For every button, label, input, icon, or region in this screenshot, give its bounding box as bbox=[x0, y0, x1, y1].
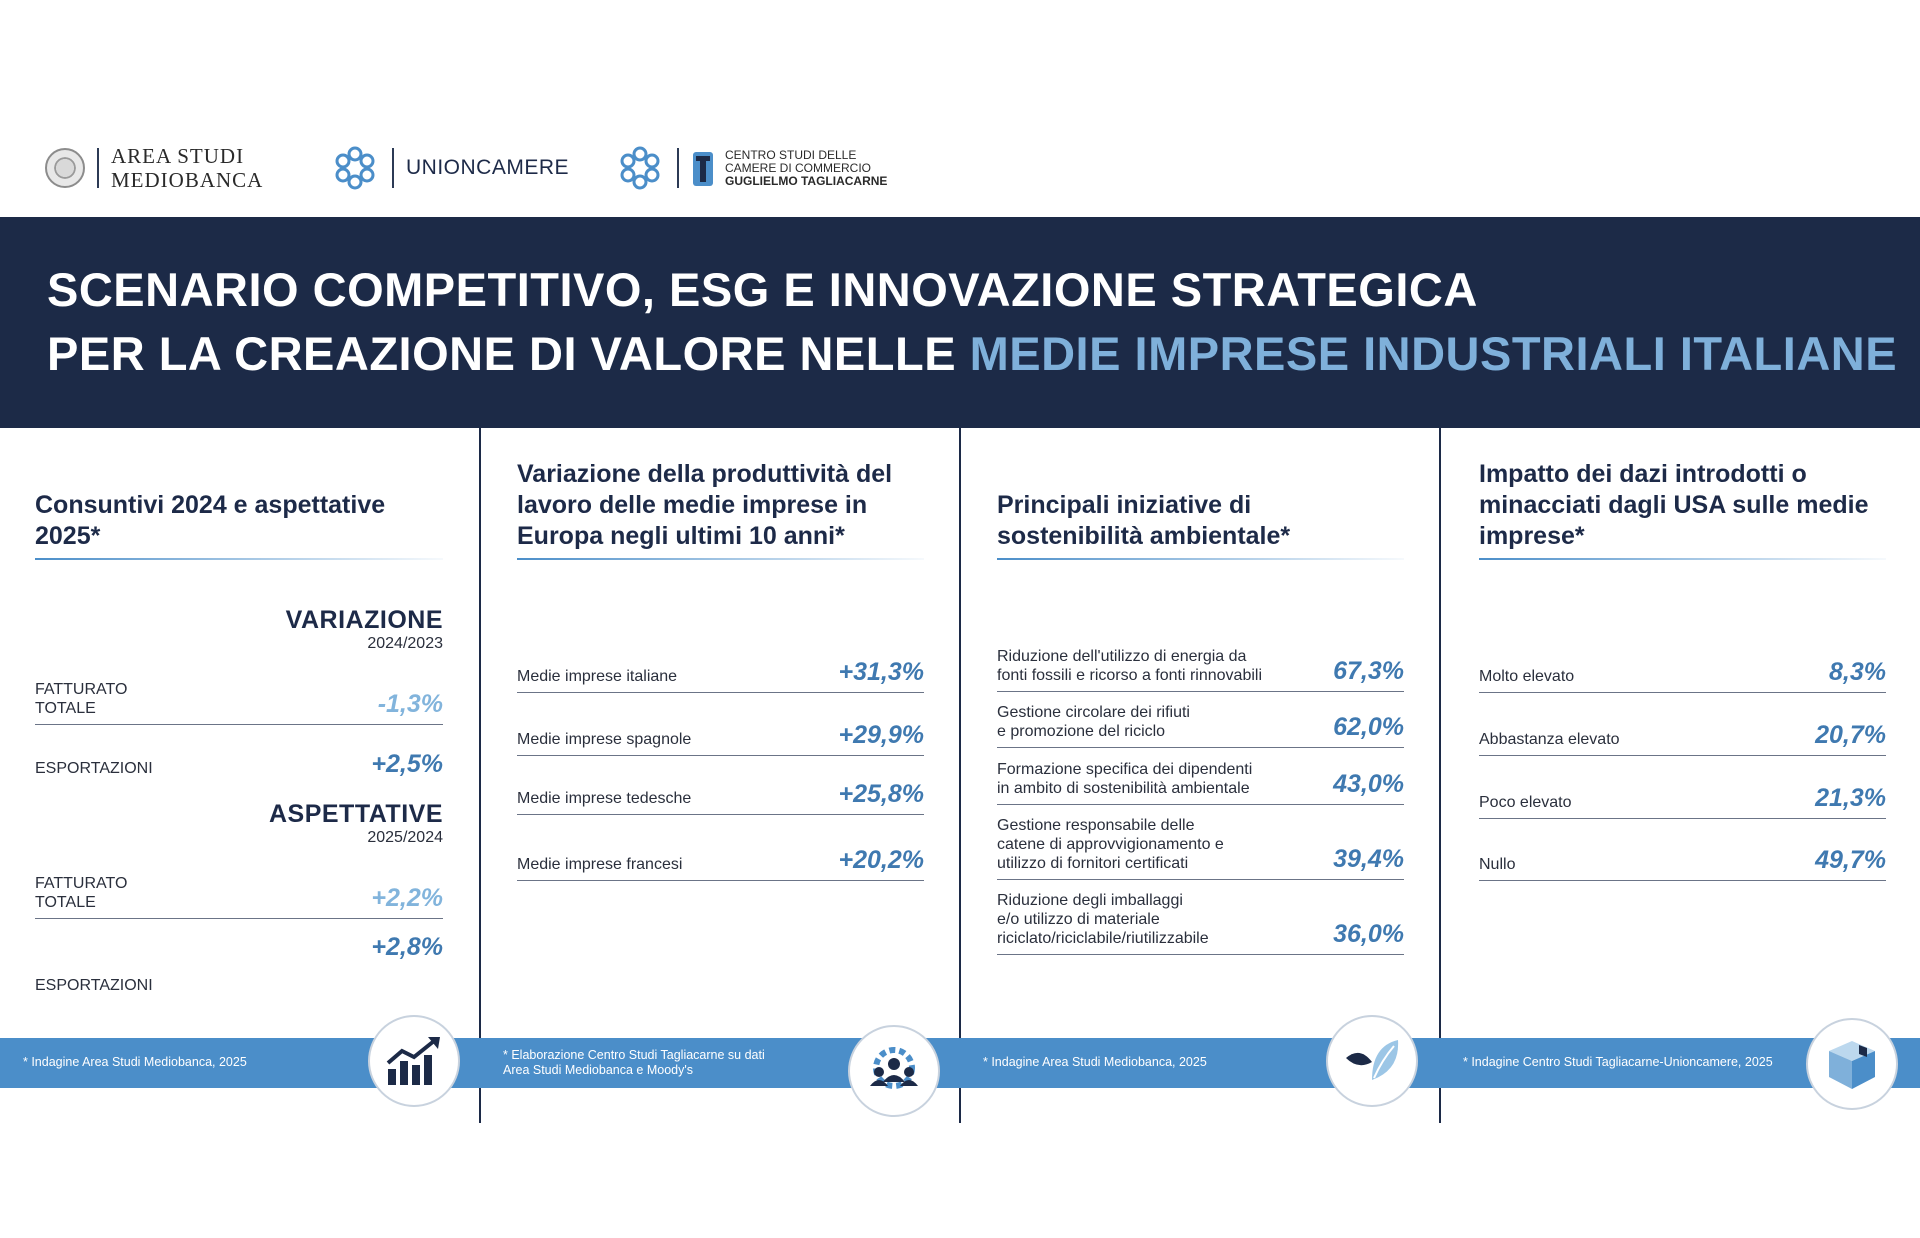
table-row bbox=[35, 734, 443, 784]
box-icon bbox=[1806, 1018, 1898, 1110]
row-label: Poco elevato bbox=[1479, 794, 1572, 811]
title-rule bbox=[35, 558, 443, 560]
label-line: fonti fossili e ricorso a fonti rinnovabili bbox=[997, 667, 1263, 684]
panel-produttivita bbox=[517, 428, 924, 1068]
row-label: FATTURATO TOTALE bbox=[35, 681, 128, 717]
title-rule bbox=[997, 558, 1404, 560]
label-line: Gestione responsabile delle bbox=[997, 817, 1195, 834]
section-heading: ASPETTATIVE bbox=[268, 800, 443, 828]
section-heading: VARIAZIONE bbox=[285, 606, 443, 634]
tagliacarne-logo bbox=[615, 140, 887, 196]
banner-title-prefix: PER LA CREAZIONE DI VALORE NELLE bbox=[47, 327, 970, 380]
mediobanca-logo bbox=[45, 140, 263, 196]
label-line: Riduzione dell'utilizzo di energia da bbox=[997, 648, 1247, 665]
label-line: e/o utilizzo di materiale bbox=[997, 911, 1160, 928]
leaves-icon bbox=[1326, 1015, 1418, 1107]
row-label: Medie imprese italiane bbox=[517, 668, 678, 685]
row-label: Medie imprese spagnole bbox=[517, 731, 692, 748]
row-value: +2,2% bbox=[371, 884, 443, 912]
tagliacarne-flower-icon bbox=[615, 143, 665, 193]
row-value: 49,7% bbox=[1815, 846, 1886, 874]
panel-title: Principali iniziative di sostenibilità ambientale* bbox=[997, 491, 1291, 550]
row-label bbox=[997, 647, 1262, 685]
panel-title: Variazione della produttività del lavoro delle medie imprese in Europa negli ultimi 10 anni* bbox=[517, 460, 893, 550]
growth-chart-icon bbox=[368, 1015, 460, 1107]
table-row bbox=[35, 854, 443, 919]
label-line: Formazione specifica dei dipendenti bbox=[997, 761, 1253, 778]
label-line: riciclato/riciclabile/riutilizzabile bbox=[997, 930, 1209, 947]
title-banner bbox=[0, 217, 1920, 428]
label-line: Riduzione degli imballaggi bbox=[997, 892, 1183, 909]
section-period: 2024/2023 bbox=[367, 635, 443, 652]
row-label: Medie imprese tedesche bbox=[517, 790, 692, 807]
row-value: +31,3% bbox=[838, 658, 924, 686]
row-label: FATTURATO TOTALE bbox=[35, 875, 128, 911]
table-row bbox=[997, 633, 1404, 692]
row-value: +29,9% bbox=[838, 721, 924, 749]
table-row bbox=[1479, 648, 1886, 693]
tagliacarne-line1: CENTRO STUDI DELLE bbox=[725, 147, 857, 162]
table-row bbox=[997, 691, 1404, 748]
tagliacarne-mark-icon bbox=[691, 148, 717, 188]
logo-strip bbox=[45, 140, 945, 196]
label-line: Gestione circolare dei rifiuti bbox=[997, 704, 1190, 721]
unioncamere-name: UNIONCAMERE bbox=[406, 156, 570, 179]
row-label: ESPORTAZIONI bbox=[35, 977, 153, 994]
row-value: 43,0% bbox=[1333, 770, 1404, 798]
banner-title-line-2 bbox=[47, 326, 1897, 381]
row-value: -1,3% bbox=[377, 690, 443, 718]
unioncamere-logo bbox=[330, 140, 569, 196]
row-value: +2,8% bbox=[371, 933, 443, 961]
panel-dazi bbox=[1479, 428, 1886, 1068]
column-divider bbox=[959, 428, 961, 1123]
panel-sostenibilita bbox=[997, 428, 1404, 1068]
title-rule bbox=[1479, 558, 1886, 560]
row-label: Nullo bbox=[1479, 856, 1516, 873]
row-label bbox=[997, 760, 1252, 798]
row-value: 62,0% bbox=[1333, 713, 1404, 741]
panel-title: Impatto dei dazi introdotti o minacciati dagli USA sulle medie imprese* bbox=[1479, 460, 1869, 550]
row-value: 67,3% bbox=[1333, 657, 1404, 685]
table-row bbox=[35, 928, 443, 994]
row-value: +25,8% bbox=[838, 780, 924, 808]
gear-people-icon bbox=[848, 1025, 940, 1117]
label-line: in ambito di sostenibilità ambientale bbox=[997, 780, 1250, 797]
title-rule bbox=[517, 558, 924, 560]
footnote-line: * Elaborazione Centro Studi Tagliacarne su dati bbox=[503, 1048, 765, 1062]
mediobanca-line2: MEDIOBANCA bbox=[111, 168, 264, 192]
table-row bbox=[997, 804, 1404, 880]
table-row bbox=[517, 836, 924, 881]
table-row bbox=[35, 660, 443, 725]
label-line: e promozione del riciclo bbox=[997, 723, 1166, 740]
banner-title-highlight: MEDIE IMPRESE INDUSTRIALI ITALIANE bbox=[969, 327, 1898, 380]
label-line: catene di approvvigionamento e bbox=[997, 836, 1224, 853]
row-label bbox=[997, 891, 1209, 948]
mediobanca-seal-icon bbox=[45, 148, 85, 188]
panel-consuntivi bbox=[35, 428, 443, 1068]
table-row bbox=[1479, 711, 1886, 756]
table-row bbox=[517, 648, 924, 693]
table-row bbox=[997, 879, 1404, 955]
label-line: utilizzo di fornitori certificati bbox=[997, 855, 1189, 872]
tagliacarne-line3: GUGLIELMO TAGLIACARNE bbox=[725, 173, 888, 188]
row-value: +2,5% bbox=[371, 750, 443, 778]
footnote-panel-4: * Indagine Centro Studi Tagliacarne-Unioncamere, 2025 bbox=[1463, 1055, 1773, 1069]
row-label: ESPORTAZIONI bbox=[35, 760, 153, 777]
row-label bbox=[997, 816, 1224, 873]
section-period: 2025/2024 bbox=[367, 829, 443, 846]
row-value: 20,7% bbox=[1815, 721, 1886, 749]
row-value: +20,2% bbox=[838, 846, 924, 874]
table-row bbox=[517, 711, 924, 756]
tagliacarne-line2: CAMERE DI COMMERCIO bbox=[725, 160, 872, 175]
table-row bbox=[517, 770, 924, 815]
table-row bbox=[1479, 836, 1886, 881]
row-label bbox=[997, 703, 1190, 741]
mediobanca-line1: AREA STUDI bbox=[111, 144, 245, 168]
footnote-panel-2 bbox=[503, 1048, 765, 1078]
footnote-panel-1: * Indagine Area Studi Mediobanca, 2025 bbox=[23, 1055, 247, 1069]
table-row bbox=[997, 747, 1404, 805]
panel-title: Consuntivi 2024 e aspettative 2025* bbox=[35, 491, 386, 550]
row-value: 8,3% bbox=[1829, 658, 1886, 686]
footnote-panel-3: * Indagine Area Studi Mediobanca, 2025 bbox=[983, 1055, 1207, 1069]
row-label: Abbastanza elevato bbox=[1479, 731, 1620, 748]
unioncamere-flower-icon bbox=[330, 143, 380, 193]
row-label: Medie imprese francesi bbox=[517, 856, 683, 873]
section-variazione bbox=[286, 606, 443, 653]
row-label: Molto elevato bbox=[1479, 668, 1575, 685]
table-row bbox=[1479, 774, 1886, 819]
section-aspettative bbox=[269, 800, 443, 847]
column-divider bbox=[1439, 428, 1441, 1123]
row-value: 21,3% bbox=[1815, 784, 1886, 812]
banner-title-line-1: SCENARIO COMPETITIVO, ESG E INNOVAZIONE STRATEGICA bbox=[47, 263, 1478, 316]
row-value: 36,0% bbox=[1333, 920, 1404, 948]
footnote-line: Area Studi Mediobanca e Moody's bbox=[503, 1063, 693, 1077]
column-divider bbox=[479, 428, 481, 1123]
row-value: 39,4% bbox=[1333, 845, 1404, 873]
